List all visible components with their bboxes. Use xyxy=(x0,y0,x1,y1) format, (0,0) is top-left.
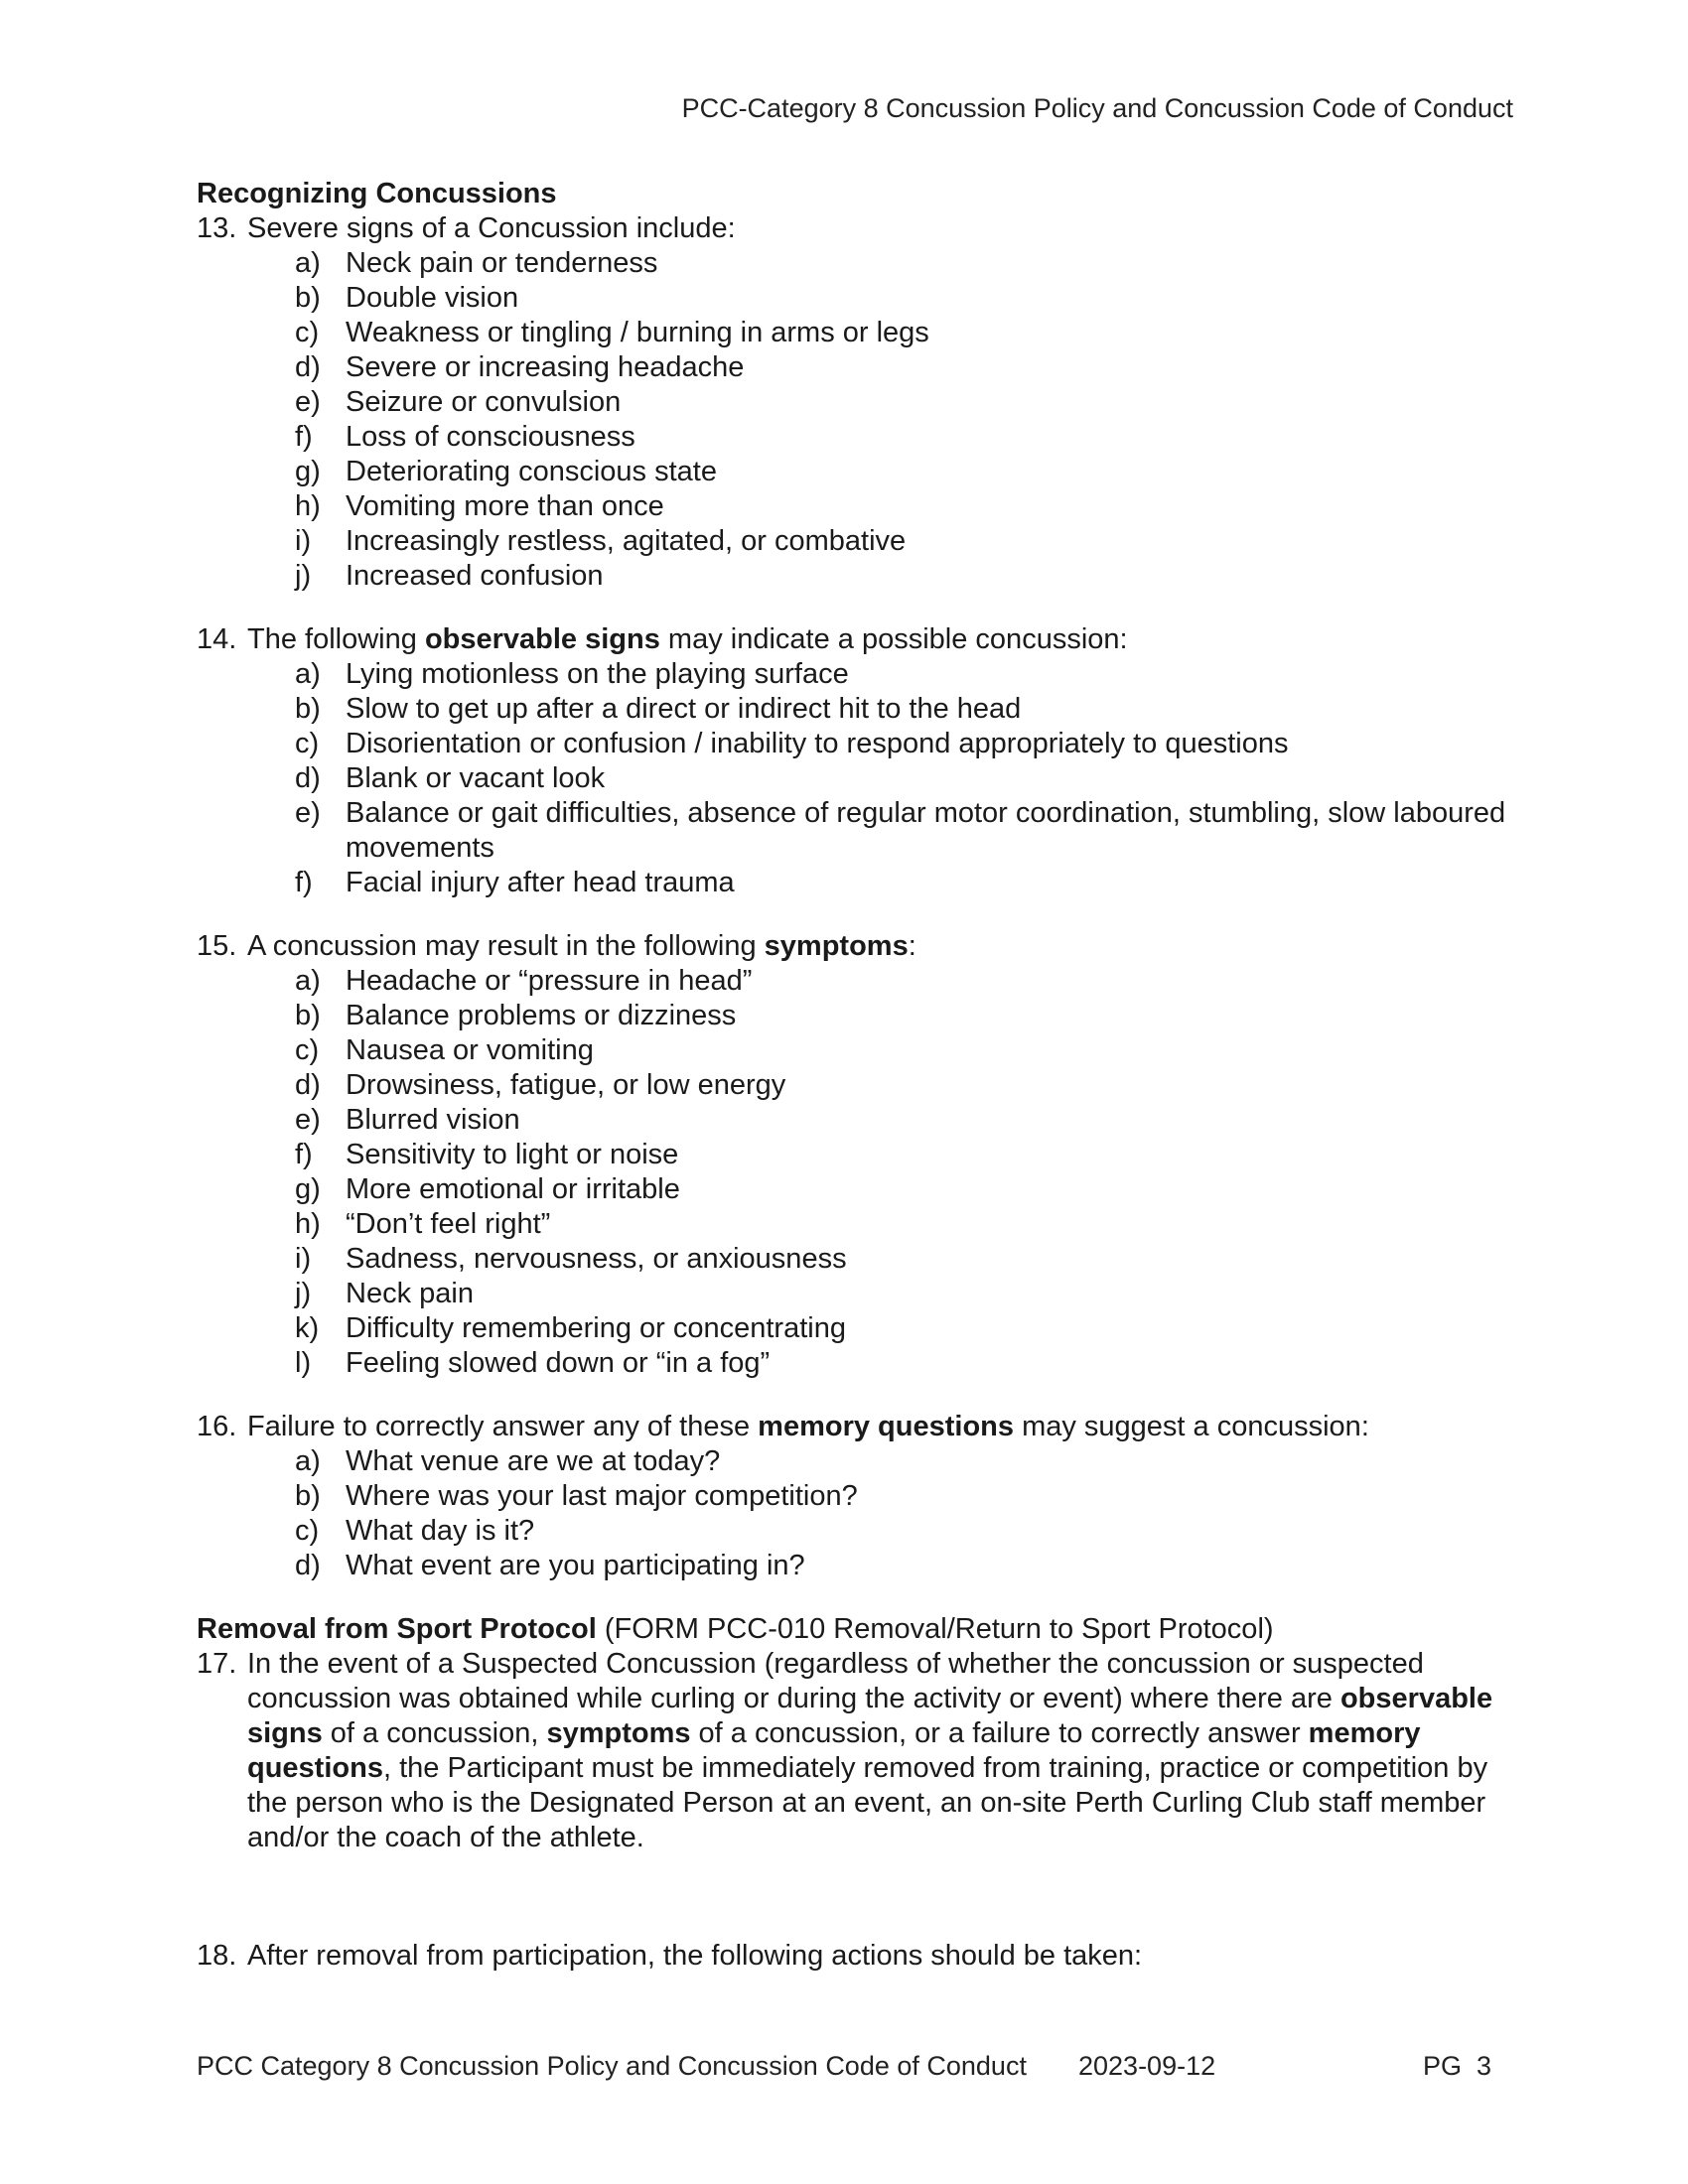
sub-item-text: Neck pain or tenderness xyxy=(346,247,658,279)
sub-item-text: Severe or increasing headache xyxy=(346,351,745,383)
sub-item-text: Nausea or vomiting xyxy=(346,1034,594,1066)
sub-item-letter: d) xyxy=(295,762,321,794)
sub-item-letter: f) xyxy=(295,421,313,453)
emphasis: symptoms xyxy=(764,930,909,962)
list-sub-item xyxy=(197,1514,1527,1549)
sub-item-letter: i) xyxy=(295,525,312,557)
sub-item-text: Sensitivity to light or noise xyxy=(346,1139,679,1170)
list-sub-item xyxy=(197,1549,1527,1583)
sub-item-letter: i) xyxy=(295,1243,312,1275)
sub-item-text: Balance or gait difficulties, absence of regular motor coordination, stumbling, slow laboured movements xyxy=(346,797,1506,864)
sub-item-letter: d) xyxy=(295,1069,321,1101)
sub-item-letter: c) xyxy=(295,728,320,759)
sub-item-text: Disorientation or confusion / inability to respond appropriately to questions xyxy=(346,728,1289,759)
sub-item-text: Increased confusion xyxy=(346,560,604,592)
sub-list xyxy=(197,1444,1527,1583)
list-sub-item xyxy=(197,1311,1527,1346)
list-sub-item xyxy=(197,281,1527,316)
section-title-removal: Removal from Sport Protocol (FORM PCC-010 Removal/Return to Sport Protocol) xyxy=(197,1613,1274,1645)
sub-item-text: What day is it? xyxy=(346,1515,535,1547)
sub-item-text: Lying motionless on the playing surface xyxy=(346,658,849,690)
list-sub-item xyxy=(197,1346,1527,1381)
list-item-16 xyxy=(197,1410,1527,1583)
sub-list xyxy=(197,964,1527,1381)
list-item-18 xyxy=(197,1939,1527,1974)
list-sub-item xyxy=(197,385,1527,420)
sub-item-text: Vomiting more than once xyxy=(346,490,664,522)
list-sub-item xyxy=(197,657,1527,692)
item-text: After removal from participation, the following actions should be taken: xyxy=(247,1940,1143,1972)
sub-item-text: Neck pain xyxy=(346,1278,474,1309)
list-sub-item xyxy=(197,761,1527,796)
sub-item-letter: g) xyxy=(295,456,321,487)
list-sub-item xyxy=(197,1068,1527,1103)
list-sub-item xyxy=(197,1138,1527,1172)
sub-item-text: Deteriorating conscious state xyxy=(346,456,717,487)
sub-item-text: Increasingly restless, agitated, or combative xyxy=(346,525,907,557)
sub-item-letter: g) xyxy=(295,1173,321,1205)
sub-item-letter: j) xyxy=(295,1278,312,1309)
item-number: 17. xyxy=(197,1648,237,1680)
sub-item-letter: e) xyxy=(295,1104,321,1136)
sub-item-text: Feeling slowed down or “in a fog” xyxy=(346,1347,771,1379)
sub-item-text: Facial injury after head trauma xyxy=(346,867,735,898)
sub-item-text: Sadness, nervousness, or anxiousness xyxy=(346,1243,847,1275)
sub-item-letter: c) xyxy=(295,1515,320,1547)
sub-item-text: Where was your last major competition? xyxy=(346,1480,858,1512)
item-number: 14. xyxy=(197,623,237,655)
sub-item-text: Weakness or tingling / burning in arms or legs xyxy=(346,317,929,348)
sub-item-letter: h) xyxy=(295,1208,321,1240)
emphasis: memory questions xyxy=(758,1411,1015,1442)
sub-item-letter: j) xyxy=(295,560,312,592)
sub-item-text: Balance problems or dizziness xyxy=(346,1000,737,1031)
item-number: 15. xyxy=(197,930,237,962)
sub-item-letter: e) xyxy=(295,386,321,418)
list-sub-item xyxy=(197,1103,1527,1138)
sub-item-text: Seizure or convulsion xyxy=(346,386,622,418)
item-text: The following observable signs may indicate a possible concussion: xyxy=(247,623,1128,655)
sub-item-text: Slow to get up after a direct or indirect hit to the head xyxy=(346,693,1022,725)
list-sub-item xyxy=(197,1033,1527,1068)
sub-item-letter: k) xyxy=(295,1312,320,1344)
sub-item-text: Double vision xyxy=(346,282,519,314)
sub-item-letter: b) xyxy=(295,282,321,314)
list-sub-item xyxy=(197,489,1527,524)
list-sub-item xyxy=(197,316,1527,350)
sub-item-text: More emotional or irritable xyxy=(346,1173,680,1205)
item-text: In the event of a Suspected Concussion (regardless of whether the concussion or suspected concussion was obtained while curling or during the activity or event) where there are observable signs of a concussion, symptoms of a concussion, or a failure to correctly answer memory questions, the Participant must be immediately removed from training, practice or competition by the person who is the Designated Person at an event, an on-site Perth Curling Club staff member and/or the coach of the athlete. xyxy=(247,1648,1493,1853)
list-sub-item xyxy=(197,1172,1527,1207)
list-sub-item xyxy=(197,727,1527,761)
sub-list xyxy=(197,657,1527,900)
list-sub-item xyxy=(197,524,1527,559)
item-number: 18. xyxy=(197,1940,237,1972)
item-text: Severe signs of a Concussion include: xyxy=(247,212,736,244)
list-sub-item xyxy=(197,1479,1527,1514)
list-sub-item xyxy=(197,692,1527,727)
list-sub-item xyxy=(197,559,1527,594)
list-item-17 xyxy=(197,1647,1527,1855)
sub-item-text: Drowsiness, fatigue, or low energy xyxy=(346,1069,786,1101)
list-sub-item xyxy=(197,866,1527,900)
list-sub-item xyxy=(197,1242,1527,1277)
sub-item-letter: b) xyxy=(295,1480,321,1512)
sub-item-letter: h) xyxy=(295,490,321,522)
footer-date: 2023-09-12 xyxy=(1078,2051,1216,2081)
sub-item-text: Blank or vacant look xyxy=(346,762,606,794)
sub-item-letter: a) xyxy=(295,965,321,997)
list-sub-item xyxy=(197,999,1527,1033)
sub-item-text: What event are you participating in? xyxy=(346,1550,805,1581)
list-sub-item xyxy=(197,246,1527,281)
list-sub-item xyxy=(197,796,1527,866)
sub-item-letter: d) xyxy=(295,1550,321,1581)
sub-item-letter: f) xyxy=(295,1139,313,1170)
sub-item-text: What venue are we at today? xyxy=(346,1445,721,1477)
sub-list xyxy=(197,246,1527,594)
sub-item-letter: b) xyxy=(295,1000,321,1031)
sub-item-letter: b) xyxy=(295,693,321,725)
sub-item-letter: c) xyxy=(295,1034,320,1066)
page-header: PCC-Category 8 Concussion Policy and Concussion Code of Conduct xyxy=(681,93,1513,123)
list-sub-item xyxy=(197,1207,1527,1242)
sub-item-text: Difficulty remembering or concentrating xyxy=(346,1312,846,1344)
footer-title: PCC Category 8 Concussion Policy and Concussion Code of Conduct xyxy=(197,2051,1027,2081)
sub-item-letter: e) xyxy=(295,797,321,829)
sub-item-letter: a) xyxy=(295,247,321,279)
section-title-recognizing: Recognizing Concussions xyxy=(197,178,557,209)
sub-item-text: Blurred vision xyxy=(346,1104,520,1136)
sub-item-letter: f) xyxy=(295,867,313,898)
item-number: 16. xyxy=(197,1411,237,1442)
sub-item-letter: c) xyxy=(295,317,320,348)
item-number: 13. xyxy=(197,212,237,244)
list-sub-item xyxy=(197,420,1527,455)
sub-item-text: “Don’t feel right” xyxy=(346,1208,551,1240)
item-text: Failure to correctly answer any of these memory questions may suggest a concussion: xyxy=(247,1411,1369,1442)
list-sub-item xyxy=(197,350,1527,385)
sub-item-letter: l) xyxy=(295,1347,312,1379)
list-item-14 xyxy=(197,622,1527,900)
list-sub-item xyxy=(197,1444,1527,1479)
list-item-15 xyxy=(197,929,1527,1381)
sub-item-text: Headache or “pressure in head” xyxy=(346,965,753,997)
document-body xyxy=(197,177,1527,1974)
sub-item-text: Loss of consciousness xyxy=(346,421,635,453)
sub-item-letter: d) xyxy=(295,351,321,383)
sub-item-letter: a) xyxy=(295,658,321,690)
list-item-13 xyxy=(197,211,1527,594)
list-sub-item xyxy=(197,964,1527,999)
page-number: PG 3 xyxy=(1422,2051,1491,2081)
emphasis: observable signs xyxy=(424,623,660,655)
item-text: A concussion may result in the following symptoms: xyxy=(247,930,916,962)
list-sub-item xyxy=(197,455,1527,489)
list-sub-item xyxy=(197,1277,1527,1311)
sub-item-letter: a) xyxy=(295,1445,321,1477)
